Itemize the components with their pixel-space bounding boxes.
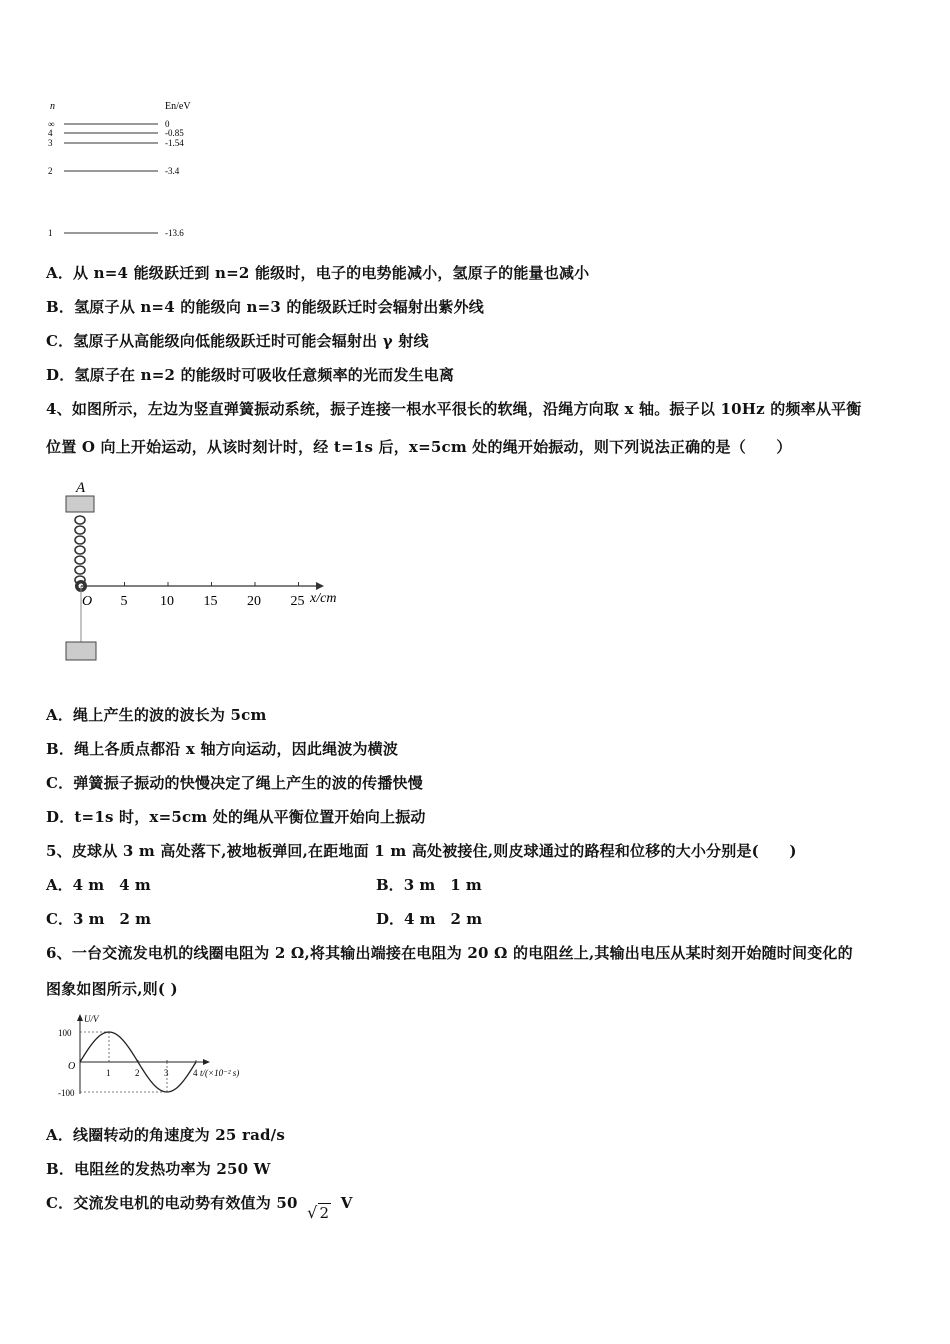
level-n-2: 3 — [48, 138, 53, 148]
q3-option-b: B．氢原子从 n=4 的能级向 n=3 的能级跃迁时会辐射出紫外线 — [46, 298, 485, 316]
q6-option-a: A．线圈转动的角速度为 25 rad/s — [46, 1126, 285, 1144]
origin-label: O — [82, 594, 93, 609]
q6-option-b: B．电阻丝的发热功率为 250 W — [46, 1160, 271, 1178]
top-support-block — [66, 496, 94, 512]
q5-option-d: D．4 m 2 m — [376, 910, 483, 928]
q5-option-c: C．3 m 2 m — [46, 910, 152, 928]
q5-option-b: B．3 m 1 m — [376, 876, 482, 894]
level-energy-3: -3.4 — [165, 166, 180, 176]
rope-tick-label-10: 10 — [160, 594, 174, 609]
q4-option-b: B．绳上各质点都沿 x 轴方向运动，因此绳波为横波 — [46, 740, 399, 758]
level-energy-4: -13.6 — [165, 228, 184, 238]
x-axis-arrow — [316, 582, 324, 590]
rope-tick-label-15: 15 — [203, 594, 218, 609]
chart-xlabel: t/(×10⁻² s) — [200, 1068, 240, 1078]
chart-origin-label: O — [68, 1061, 76, 1072]
q5-stem: 5、皮球从 3 m 高处落下,被地板弹回,在距地面 1 m 高处被接住,则皮球通过的路程和位移的大小分别是( ) — [46, 842, 797, 860]
level-n-3: 2 — [48, 166, 53, 176]
chart-xtick-label-1: 1 — [106, 1068, 111, 1078]
level-n-1: 4 — [48, 128, 53, 138]
spring-rope-figure — [44, 474, 354, 670]
voltage-time-chart — [46, 1010, 256, 1100]
q4-option-d: D．t=1s 时，x=5cm 处的绳从平衡位置开始向上振动 — [46, 808, 426, 826]
q4-stem-line1: 4、如图所示，左边为竖直弹簧振动系统，振子连接一根水平很长的软绳，沿绳方向取 x 轴。振子以 10Hz 的频率从平衡 — [46, 400, 862, 418]
n-axis-label: n — [50, 101, 55, 112]
rope-tick-label-20: 20 — [247, 594, 261, 609]
q6-option-c: C．交流发电机的电动势有效值为 50 √ 2 V — [46, 1194, 353, 1222]
chart-ytick-label-0: 100 — [58, 1028, 72, 1038]
rope-tick-label-25: 25 — [290, 594, 305, 609]
chart-xtick-label-3: 3 — [164, 1068, 169, 1078]
q5-option-a: A．4 m 4 m — [46, 876, 151, 894]
q3-option-c: C．氢原子从高能级向低能级跃迁时可能会辐射出 γ 射线 — [46, 332, 429, 350]
q6-stem-line2: 图象如图所示,则( ) — [46, 980, 178, 998]
rope-tick-label-5: 5 — [120, 594, 128, 609]
chart-x-arrow — [203, 1059, 210, 1065]
chart-xtick-label-4: 4 — [193, 1068, 198, 1078]
q3-option-a: A．从 n=4 能级跃迁到 n=2 能级时，电子的电势能减小，氢原子的能量也减小 — [46, 264, 590, 282]
chart-y-arrow — [77, 1014, 83, 1021]
spring-coil — [75, 516, 85, 584]
level-energy-2: -1.54 — [165, 138, 184, 148]
q4-stem-line2: 位置 O 向上开始运动，从该时刻计时，经 t=1s 后，x=5cm 处的绳开始振动，则下列说法正确的是（ ） — [46, 438, 792, 456]
chart-xtick-label-2: 2 — [135, 1068, 140, 1078]
level-energy-1: -0.85 — [165, 128, 184, 138]
q3-option-d: D．氢原子在 n=2 的能级时可吸收任意频率的光而发生电离 — [46, 366, 455, 384]
level-n-4: 1 — [48, 228, 53, 238]
chart-ytick-label-1: -100 — [58, 1088, 75, 1098]
level-n-0: ∞ — [48, 119, 55, 129]
level-energy-0: 0 — [165, 119, 170, 129]
energy-axis-label: En/eV — [165, 101, 191, 112]
sqrt-radicand: 2 — [319, 1204, 330, 1222]
unit-v: V — [340, 1194, 353, 1212]
sqrt-expression: √ 2 — [307, 1203, 330, 1222]
support-label-a: A — [76, 480, 86, 496]
x-axis-label: x/cm — [310, 591, 337, 606]
bottom-support-block — [66, 642, 96, 660]
q4-option-a: A．绳上产生的波的波长为 5cm — [46, 706, 267, 724]
energy-level-diagram — [40, 95, 220, 245]
chart-ylabel: U/V — [84, 1014, 99, 1024]
q6-stem-line1: 6、一台交流发电机的线圈电阻为 2 Ω,将其输出端接在电阻为 20 Ω 的电阻丝上,其输出电压从某时刻开始随时间变化的 — [46, 944, 853, 962]
q4-option-c: C．弹簧振子振动的快慢决定了绳上产生的波的传播快慢 — [46, 774, 423, 792]
